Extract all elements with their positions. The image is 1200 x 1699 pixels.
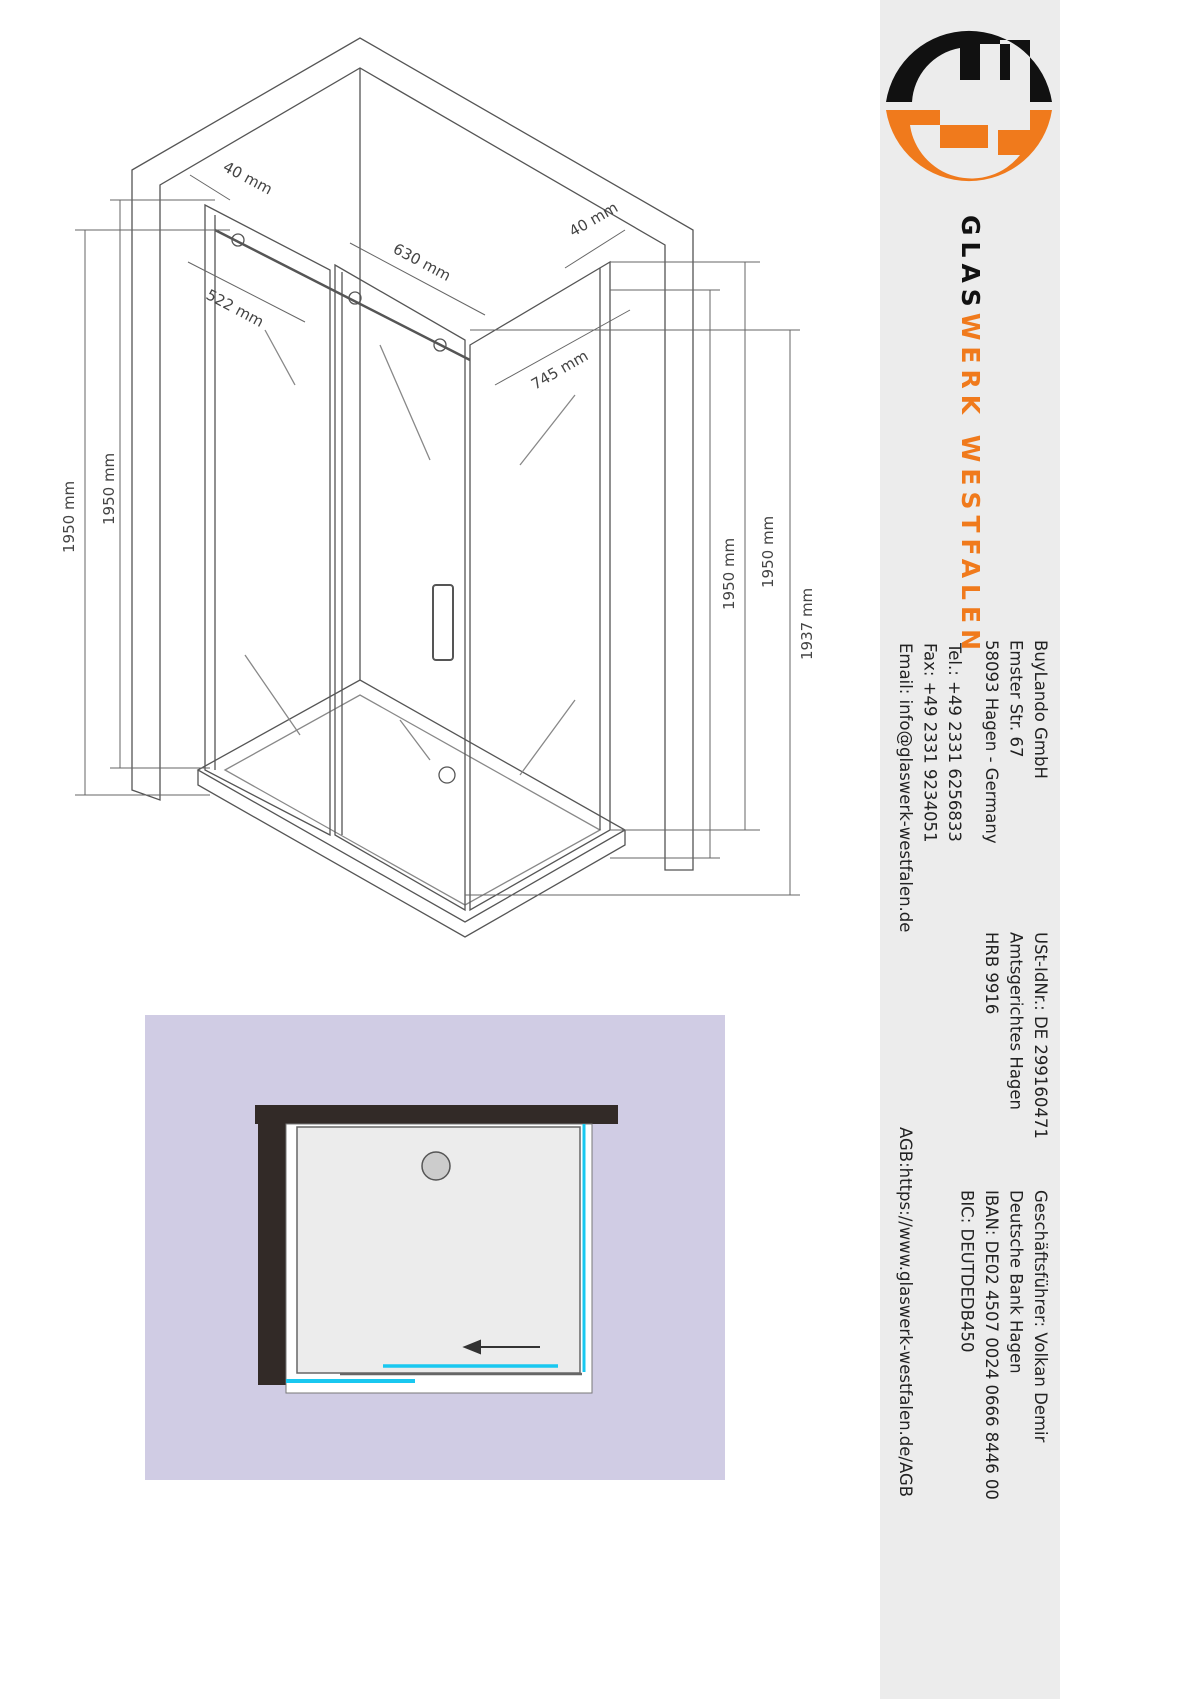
drain-icon xyxy=(422,1152,450,1180)
dim-side-panel-width: 745 mm xyxy=(528,346,592,394)
fax: Fax: +49 2331 9234051 xyxy=(920,643,940,843)
dim-height-left-inner: 1950 mm xyxy=(100,452,118,525)
logo-top-arc xyxy=(886,31,1052,102)
back-wall xyxy=(255,1105,618,1124)
dim-right-depth: 40 mm xyxy=(566,198,621,241)
vat-id: USt-IdNr.: DE 299160471 xyxy=(1031,932,1050,1139)
phone: Tel.: +49 2331 6256833 xyxy=(945,643,964,842)
court: Amtsgerichtes Hagen xyxy=(1006,932,1026,1111)
dim-height-right-outer: 1950 mm xyxy=(759,515,777,588)
company-logo xyxy=(880,0,1060,200)
iban: IBAN: DE02 4507 0024 0666 8446 00 xyxy=(982,1190,1001,1500)
dim-height-left-outer: 1950 mm xyxy=(60,480,78,553)
dim-height-right-inner: 1950 mm xyxy=(720,537,738,610)
wordmark-westfalen: WERK WESTFALEN xyxy=(956,312,985,656)
hrb: HRB 9916 xyxy=(982,932,1001,1015)
floor-plan xyxy=(145,1015,725,1480)
tray-inner xyxy=(225,695,600,905)
bank-name: Deutsche Bank Hagen xyxy=(1006,1190,1026,1374)
email-link[interactable]: Email: info@glaswerk-westfalen.de xyxy=(896,643,915,933)
company-name: BuyLando GmbH xyxy=(1031,640,1050,779)
dim-fixed-panel-width: 522 mm xyxy=(203,285,267,331)
contact-info xyxy=(893,643,967,932)
managing-director: Geschäftsführer: Volkan Demir xyxy=(1031,1190,1050,1443)
door-handle xyxy=(433,585,453,660)
registry-info xyxy=(979,932,1053,1139)
logo-bottom-arc xyxy=(886,110,1052,181)
isometric-shower-drawing xyxy=(75,38,800,937)
city: 58093 Hagen - Germany xyxy=(982,640,1001,844)
drain xyxy=(439,767,455,783)
company-wordmark xyxy=(955,215,985,656)
bic: BIC: DEUTDEDB450 xyxy=(957,1190,977,1353)
agb-link[interactable]: AGB:https://www.glaswerk-westfalen.de/AGB xyxy=(896,1127,915,1498)
sliding-door-panel xyxy=(335,265,465,910)
bank-info xyxy=(954,1190,1052,1500)
wordmark-glas: GLAS xyxy=(956,215,985,313)
side-wall xyxy=(258,1105,286,1385)
dimension-lines xyxy=(75,175,800,895)
street: Emster Str. 67 xyxy=(1006,640,1026,758)
company-address xyxy=(979,640,1053,844)
dim-left-depth: 40 mm xyxy=(220,157,276,199)
dim-height-total: 1937 mm xyxy=(798,587,816,660)
dim-door-width: 630 mm xyxy=(390,239,454,285)
back-walls xyxy=(132,38,693,870)
